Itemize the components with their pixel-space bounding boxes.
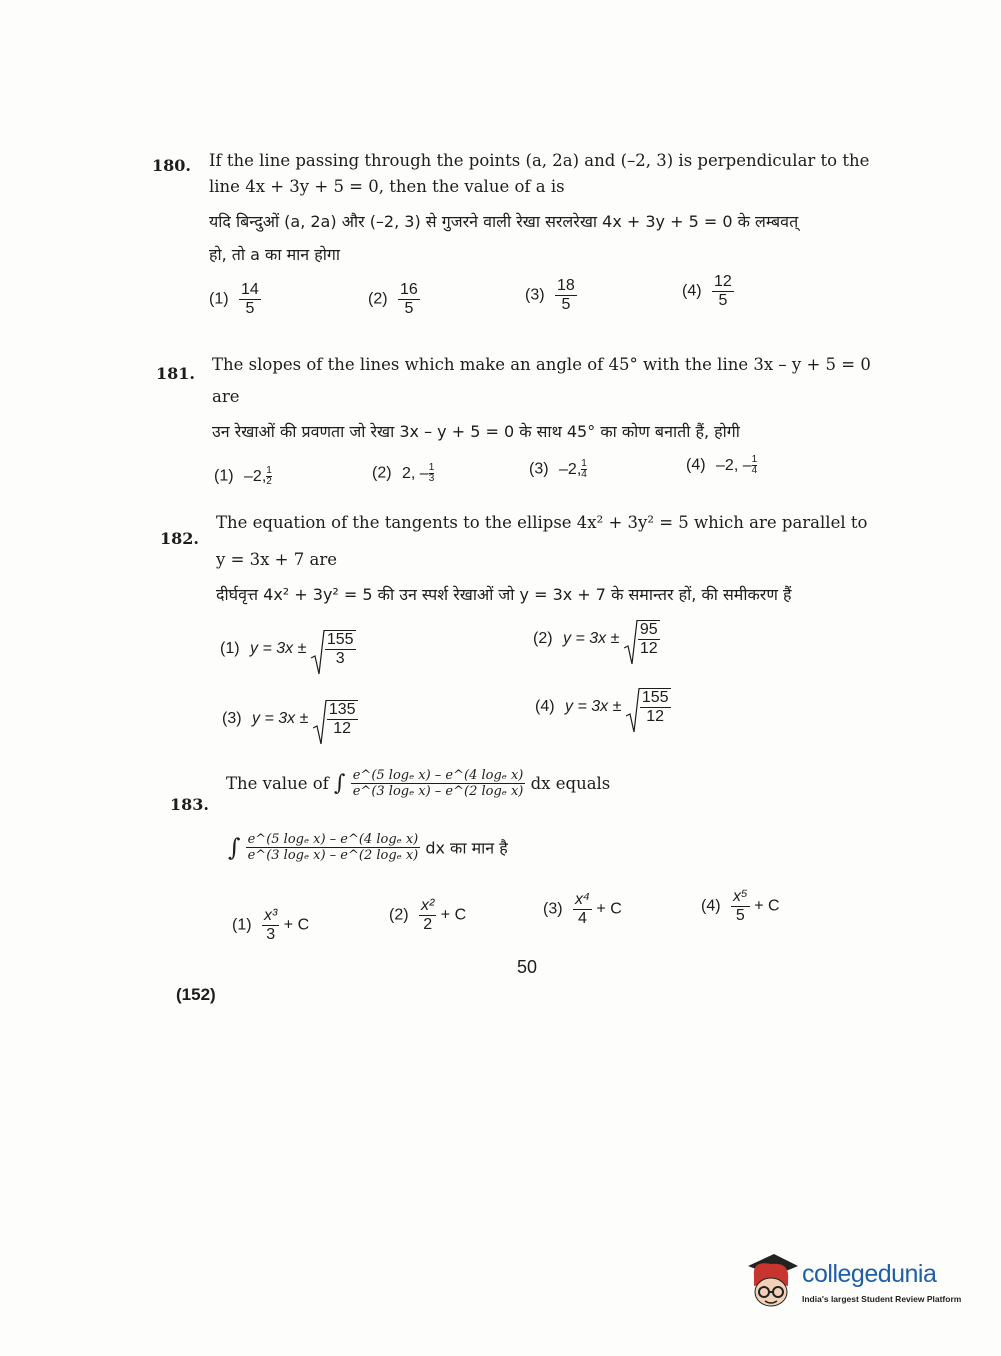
option-value: –2, (559, 460, 582, 478)
option-label: (2) (368, 290, 388, 308)
question-text-en (226, 768, 610, 799)
fraction: $\frac{1}{3}$ (428, 462, 435, 484)
option-value: 2, – (402, 464, 429, 482)
logo-tagline: India's largest Student Review Platform (802, 1294, 962, 1304)
option-value: y = 3x ± (250, 640, 307, 658)
square-root: $\frac{95}{12}$ (624, 620, 660, 658)
option-tail: + C (754, 897, 780, 915)
option-label: (1) (209, 290, 229, 308)
option-label: (2) (533, 630, 553, 648)
fraction: $\frac{\text{x⁴}}{4}$ (575, 891, 590, 927)
option-value: –2, (244, 467, 267, 485)
question-prefix: The value of (226, 774, 329, 793)
booklet-code: (152) (176, 985, 216, 1004)
option[interactable] (209, 281, 261, 318)
logo-name: collegedunia (802, 1260, 937, 1288)
fraction: $\frac{1}{4}$ (751, 454, 758, 476)
option[interactable] (389, 897, 466, 934)
question-text-en: are (212, 387, 240, 406)
integral-sign: ∫ (334, 771, 346, 796)
option-label: (1) (232, 916, 252, 934)
option-label: (3) (529, 460, 549, 478)
integrand: $\frac{\text{e\textasciicircum{}(5 logₑ x) – e\textasciicircum{}(4 logₑ x)}}{\text{e\textasciicircum{}(3 logₑ x) – e\textasciicircum{}(2 logₑ x)}}$ (352, 768, 524, 799)
integrand: $\frac{\text{e\textasciicircum{}(5 logₑ x) – e\textasciicircum{}(4 logₑ x)}}{\text{e\textasciicircum{}(3 logₑ x) – e\textasciicircum{}(2 logₑ x)}}$ (247, 832, 419, 863)
option[interactable] (525, 277, 577, 314)
option-label: (4) (701, 897, 721, 915)
option[interactable] (682, 273, 734, 310)
question-text-hi: हो, तो a का मान होगा (209, 245, 341, 264)
option-label: (3) (525, 286, 545, 304)
integral-sign: ∫ (228, 833, 241, 862)
option-value: –2, – (716, 456, 752, 474)
fraction: $\frac{\text{x³}}{3}$ (264, 907, 278, 943)
option-label: (4) (686, 456, 706, 474)
square-root: $\frac{135}{12}$ (313, 700, 358, 738)
option[interactable] (533, 620, 660, 658)
question-suffix: dx का मान है (425, 838, 508, 858)
square-root: $\frac{155}{12}$ (626, 688, 671, 726)
option-label: (1) (220, 640, 240, 658)
option-label: (4) (535, 698, 555, 716)
question-number: 183. (170, 795, 209, 814)
collegedunia-logo (740, 1250, 970, 1320)
square-root: $\frac{155}{3}$ (311, 630, 356, 668)
question-text-hi (228, 832, 508, 863)
option-label: (2) (389, 906, 409, 924)
question-text-hi: यदि बिन्दुओं (a, 2a) और (–2, 3) से गुजरने वाली रेखा सरलरेखा 4x + 3y + 5 = 0 के लम्बवत् (209, 212, 799, 231)
option[interactable] (368, 281, 420, 318)
question-number: 180. (152, 156, 191, 175)
question-text-hi: दीर्घवृत्त 4x² + 3y² = 5 की उन स्पर्श रेखाओं जो y = 3x + 7 के समान्तर हों, की समीकरण हैं (216, 585, 792, 604)
mascot-icon (740, 1252, 802, 1314)
option[interactable] (535, 688, 671, 726)
question-number: 181. (156, 364, 195, 383)
option[interactable] (543, 891, 622, 928)
fraction: $\frac{18}{5}$ (557, 277, 575, 313)
question-text-en: If the line passing through the points (a, 2a) and (–2, 3) is perpendicular to the (209, 151, 870, 170)
option-label: (2) (372, 464, 392, 482)
option-label: (3) (543, 900, 563, 918)
option[interactable] (222, 700, 358, 738)
option-tail: + C (596, 900, 622, 918)
option[interactable] (701, 888, 780, 925)
fraction: $\frac{\text{x²}}{2}$ (421, 897, 435, 933)
option-label: (3) (222, 710, 242, 728)
fraction: $\frac{14}{5}$ (241, 281, 259, 317)
option-label: (4) (682, 282, 702, 300)
option[interactable] (220, 630, 356, 668)
question-number: 182. (160, 529, 199, 548)
option-value: y = 3x ± (252, 710, 309, 728)
option-tail: + C (440, 906, 467, 924)
fraction: $\frac{16}{5}$ (400, 281, 418, 317)
question-text-en: line 4x + 3y + 5 = 0, then the value of a is (209, 177, 565, 196)
option[interactable] (529, 459, 587, 480)
page-number: 50 (517, 957, 538, 977)
question-text-en: The equation of the tangents to the ellipse 4x² + 3y² = 5 which are parallel to (216, 513, 868, 532)
option[interactable] (372, 463, 434, 484)
option[interactable] (686, 455, 757, 476)
question-text-en: The slopes of the lines which make an angle of 45° with the line 3x – y + 5 = 0 (212, 355, 871, 374)
option-value: y = 3x ± (565, 698, 622, 716)
option-label: (1) (214, 467, 234, 485)
option[interactable] (232, 907, 309, 944)
question-text-hi: उन रेखाओं की प्रवणता जो रेखा 3x – y + 5 = 0 के साथ 45° का कोण बनाती हैं, होगी (212, 422, 740, 441)
option-value: y = 3x ± (563, 630, 620, 648)
option-tail: + C (283, 916, 310, 934)
fraction: $\frac{1}{2}$ (266, 465, 272, 487)
question-text-en: y = 3x + 7 are (216, 550, 337, 569)
fraction: $\frac{12}{5}$ (714, 273, 732, 309)
fraction: $\frac{\text{x⁵}}{5}$ (733, 888, 748, 924)
question-suffix: dx equals (530, 774, 611, 793)
option[interactable] (214, 466, 272, 487)
fraction: $\frac{1}{4}$ (581, 458, 587, 480)
